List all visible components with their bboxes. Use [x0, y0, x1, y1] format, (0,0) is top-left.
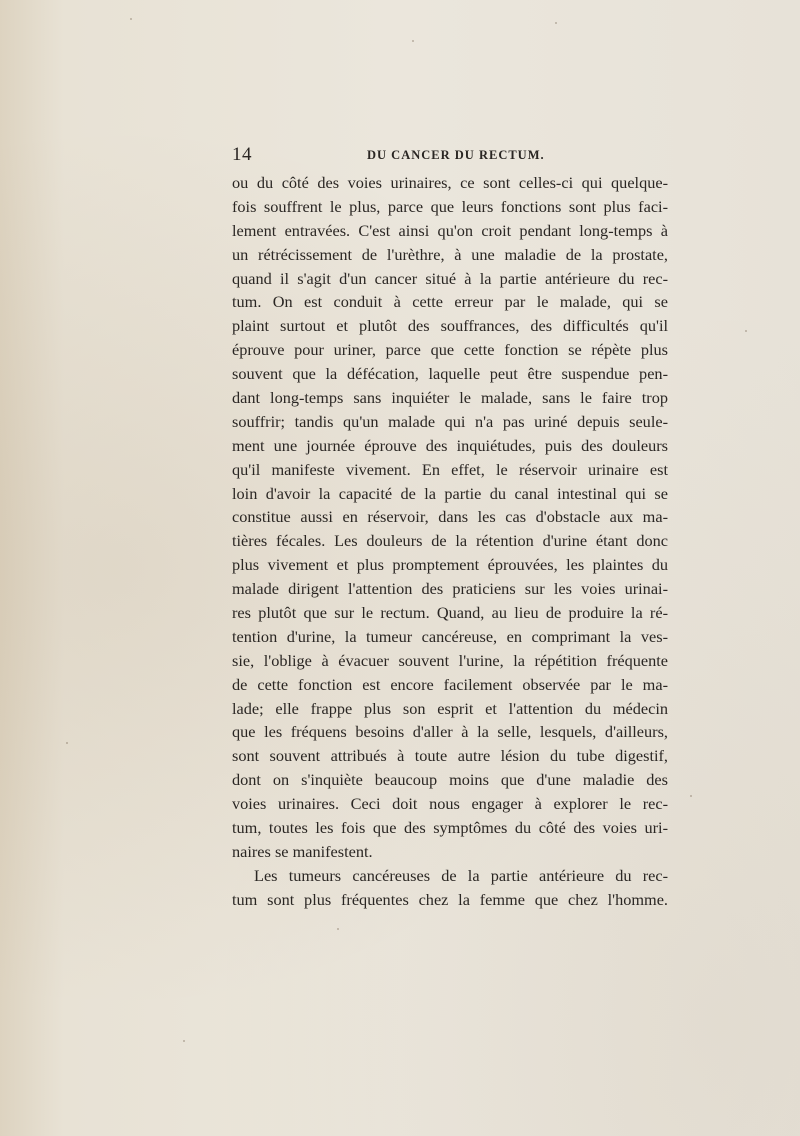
text-line: sont souvent attribués à toute autre lésion du tube digestif,	[232, 746, 668, 766]
text-line: qu'il manifeste vivement. En effet, le réservoir urinaire est	[232, 459, 668, 479]
page-number: 14	[232, 144, 252, 165]
text-line: dont on s'inquiète beaucoup moins que d'une maladie des	[232, 770, 668, 790]
paper-speck	[130, 18, 132, 20]
running-head	[232, 144, 668, 166]
text-line: plaint surtout et plutôt des souffrances, des difficultés qu'il	[232, 316, 668, 336]
text-line: loin d'avoir la capacité de la partie du canal intestinal qui se	[232, 483, 668, 503]
text-line: quand il s'agit d'un cancer situé à la partie antérieure du rec-	[232, 268, 668, 288]
text-line: dant long-temps sans inquiéter le malade, sans le faire trop	[232, 388, 668, 408]
running-title: DU CANCER DU RECTUM.	[367, 148, 545, 162]
text-line: tum sont plus fréquentes chez la femme que chez l'homme.	[232, 889, 668, 909]
paper-speck	[337, 928, 339, 930]
text-line: un rétrécissement de l'urèthre, à une maladie de la prostate,	[232, 244, 668, 264]
text-line: sie, l'oblige à évacuer souvent l'urine, la répétition fréquente	[232, 650, 668, 670]
text-line: que les fréquens besoins d'aller à la selle, lesquels, d'ailleurs,	[232, 722, 668, 742]
text-line: ment une journée éprouve des inquiétudes, puis des douleurs	[232, 435, 668, 455]
text-line: tention d'urine, la tumeur cancéreuse, en comprimant la ves-	[232, 626, 668, 646]
text-line: plus vivement et plus promptement éprouvées, les plaintes du	[232, 555, 668, 575]
text-line: fois souffrent le plus, parce que leurs fonctions sont plus faci-	[232, 196, 668, 216]
text-line: res plutôt que sur le rectum. Quand, au lieu de produire la ré-	[232, 603, 668, 623]
text-line: tières fécales. Les douleurs de la rétention d'urine étant donc	[232, 531, 668, 551]
paper-speck	[183, 1040, 185, 1042]
text-line: Les tumeurs cancéreuses de la partie antérieure du rec-	[254, 865, 668, 885]
text-line: lade; elle frappe plus son esprit et l'attention du médecin	[232, 698, 668, 718]
text-line: malade dirigent l'attention des praticiens sur les voies urinai-	[232, 579, 668, 599]
paper-speck	[66, 742, 68, 744]
text-line: ou du côté des voies urinaires, ce sont celles-ci qui quelque-	[232, 173, 668, 192]
text-line: constitue aussi en réservoir, dans les cas d'obstacle aux ma-	[232, 507, 668, 527]
text-line: souvent que la défécation, laquelle peut être suspendue pen-	[232, 364, 668, 384]
text-line: voies urinaires. Ceci doit nous engager à explorer le rec-	[232, 794, 668, 814]
text-line: éprouve pour uriner, parce que cette fonction se répète plus	[232, 340, 668, 360]
text-line: souffrir; tandis qu'un malade qui n'a pas uriné depuis seule-	[232, 411, 668, 431]
body-text	[232, 171, 668, 912]
paper-speck	[745, 330, 747, 332]
text-line: tum. On est conduit à cette erreur par le malade, qui se	[232, 292, 668, 312]
paper-speck	[690, 795, 692, 797]
text-line: de cette fonction est encore facilement observée par le ma-	[232, 674, 668, 694]
text-line: lement entravées. C'est ainsi qu'on croit pendant long-temps à	[232, 220, 668, 240]
paper-speck	[412, 40, 414, 42]
text-line: tum, toutes les fois que des symptômes du côté des voies uri-	[232, 818, 668, 838]
text-line: naires se manifestent.	[232, 841, 373, 861]
paper-speck	[555, 22, 557, 24]
